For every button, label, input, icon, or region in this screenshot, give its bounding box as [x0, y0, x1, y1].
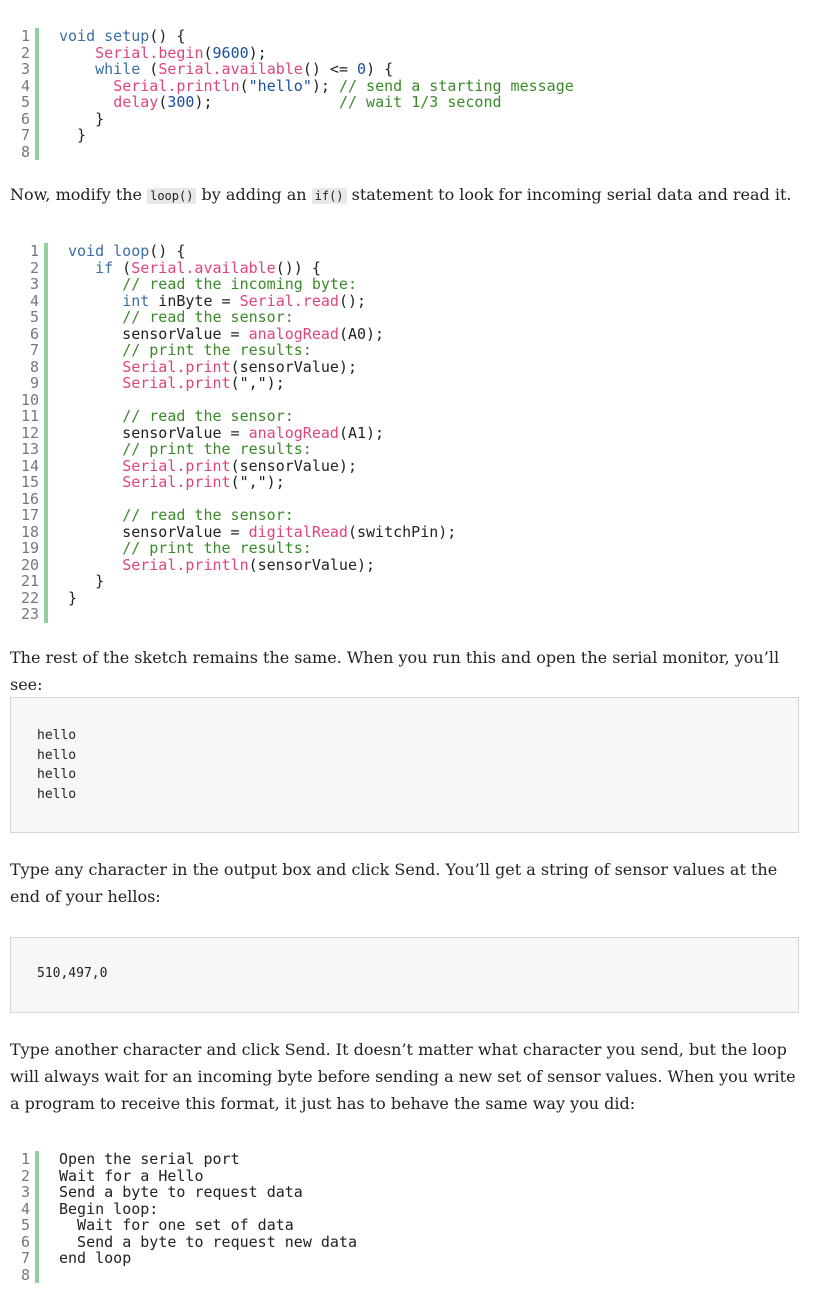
line-number-gutter — [9, 243, 48, 623]
paragraph-type-character: Type any character in the output box and click Send. You’ll get a string of sensor values at the end of your hellos: — [10, 860, 778, 906]
code-token: sensorValue = — [68, 522, 249, 541]
code-lines — [68, 243, 456, 623]
code-token: Begin loop: — [59, 1199, 159, 1218]
code-line — [59, 144, 574, 161]
code-line — [59, 45, 574, 62]
code-token: } — [68, 572, 105, 590]
code-token: Serial.print — [122, 357, 231, 376]
line-number: 21 — [20, 572, 39, 590]
code-token: () { — [149, 242, 186, 260]
line-number: 9 — [29, 374, 39, 392]
line-number: 4 — [20, 1199, 30, 1218]
code-token: ()) { — [275, 258, 321, 277]
code-token: Serial.print — [122, 456, 231, 475]
code-token: while — [95, 60, 141, 78]
code-token: loop — [113, 242, 150, 260]
line-number: 8 — [29, 357, 39, 376]
line-number: 8 — [20, 142, 30, 161]
code-token: // read the sensor: — [122, 506, 294, 524]
line-number: 3 — [20, 1183, 30, 1201]
code-token — [68, 473, 122, 491]
code-token: // read the sensor: — [122, 308, 294, 326]
code-line — [59, 28, 574, 45]
code-token: delay — [113, 93, 159, 111]
code-line — [68, 276, 456, 293]
line-number: 6 — [20, 1232, 30, 1251]
code-line — [68, 408, 456, 425]
code-token: sensorValue = — [68, 423, 249, 442]
code-token: () <= — [302, 60, 358, 78]
code-line — [68, 293, 456, 310]
line-number: 8 — [20, 1265, 30, 1284]
code-lines — [59, 28, 574, 160]
code-token: ); — [248, 43, 267, 62]
code-line — [68, 260, 456, 277]
code-line — [68, 342, 456, 359]
code-token: ( — [158, 93, 168, 111]
line-number: 10 — [20, 390, 39, 409]
line-number: 1 — [20, 1150, 30, 1168]
code-token: end loop — [59, 1249, 132, 1267]
code-token — [68, 374, 122, 392]
inline-code-if: if() — [312, 188, 347, 204]
line-number: 2 — [20, 43, 30, 62]
code-token: (sensorValue); — [248, 555, 376, 574]
code-token: (","); — [230, 374, 285, 392]
code-token — [68, 308, 122, 326]
code-line — [68, 392, 456, 409]
code-token — [68, 275, 122, 293]
code-token — [68, 292, 122, 310]
code-line — [59, 78, 574, 95]
code-token — [68, 506, 122, 524]
serial-output-hello — [10, 697, 799, 833]
code-token: Serial.print — [122, 374, 231, 392]
code-token: ( — [113, 258, 132, 277]
line-number: 5 — [29, 308, 39, 326]
line-number: 14 — [20, 456, 39, 475]
paragraph-another-character: Type another character and click Send. It doesn’t matter what character you send, but the loop will always wait for an incoming byte before sending a new set of sensor values. When you write a program to receive this format, it just has to behave the same way you did: — [10, 1040, 796, 1113]
code-token: Send a byte to request data — [59, 1183, 303, 1201]
code-token: sensorValue = — [68, 324, 249, 343]
line-number: 23 — [20, 605, 39, 623]
code-lines — [59, 1151, 357, 1283]
code-token: } — [59, 109, 105, 128]
code-token: Serial.available — [158, 60, 303, 78]
code-token — [68, 440, 122, 458]
code-line — [68, 359, 456, 376]
code-line — [68, 375, 456, 392]
code-token: (","); — [230, 473, 285, 491]
code-token: 9600 — [212, 43, 249, 62]
paragraph-rest-of-sketch: The rest of the sketch remains the same. When you run this and open the serial monitor, you’ll see: — [10, 648, 780, 694]
code-token: inByte = — [149, 291, 240, 310]
line-number-gutter — [0, 1151, 39, 1283]
code-line — [59, 1250, 357, 1267]
code-token — [104, 242, 113, 260]
code-token: 300 — [167, 93, 195, 111]
line-number: 3 — [29, 275, 39, 293]
code-token: Serial.begin — [95, 43, 204, 62]
code-line — [59, 1184, 357, 1201]
serial-output-text: 510,497,0 — [37, 966, 108, 981]
paragraph-text: Now, modify the — [10, 185, 148, 204]
line-number: 3 — [20, 60, 30, 78]
code-line — [59, 94, 574, 111]
line-number: 7 — [20, 126, 30, 144]
code-line — [59, 1201, 357, 1218]
code-token: if — [95, 258, 114, 277]
paragraph-text: statement to look for incoming serial data and read it. — [346, 185, 792, 204]
code-token: } — [59, 126, 87, 144]
code-block-pseudocode — [0, 1151, 600, 1286]
code-line — [68, 590, 456, 607]
code-token: "hello" — [248, 76, 312, 95]
code-line — [68, 243, 456, 260]
line-number: 22 — [20, 588, 39, 607]
code-token: void — [59, 27, 96, 45]
line-number: 7 — [29, 341, 39, 359]
line-number: 19 — [20, 539, 39, 557]
code-token — [68, 259, 95, 277]
code-token: Open the serial port — [59, 1150, 240, 1168]
code-token: // print the results: — [122, 539, 312, 557]
code-token — [59, 77, 113, 95]
code-token: () { — [149, 27, 186, 45]
code-token: // read the incoming byte: — [122, 275, 357, 293]
inline-code-loop: loop() — [147, 188, 196, 204]
code-token — [59, 93, 113, 111]
line-number: 15 — [20, 473, 39, 491]
code-token: ( — [140, 60, 159, 78]
code-block-setup — [0, 28, 600, 163]
code-token: analogRead — [248, 423, 339, 442]
code-line — [68, 540, 456, 557]
code-token: (sensorValue); — [230, 357, 357, 376]
code-token — [59, 60, 95, 78]
code-token: // send a starting message — [338, 76, 574, 95]
code-token: Wait for one set of data — [59, 1216, 294, 1234]
paragraph-text: by adding an — [196, 185, 312, 204]
code-token: ); — [311, 76, 339, 95]
code-line — [68, 573, 456, 590]
code-token — [68, 341, 122, 359]
code-token: Wait for a Hello — [59, 1166, 204, 1185]
code-token — [68, 556, 122, 574]
code-line — [68, 491, 456, 508]
code-token: // print the results: — [122, 440, 312, 458]
line-number: 20 — [20, 555, 39, 574]
line-number: 6 — [29, 324, 39, 343]
code-line — [59, 127, 574, 144]
line-number-gutter — [0, 28, 39, 160]
code-line — [68, 441, 456, 458]
line-number: 1 — [29, 242, 39, 260]
code-token: ( — [203, 43, 213, 62]
code-token: Serial.read — [239, 291, 339, 310]
code-token: (A0); — [338, 324, 385, 343]
code-token: } — [68, 588, 78, 607]
code-token: ) { — [366, 60, 394, 78]
code-token — [95, 27, 104, 45]
code-token: // print the results: — [122, 341, 312, 359]
code-line — [68, 474, 456, 491]
code-token: Serial.println — [122, 555, 249, 574]
code-token: digitalRead — [248, 522, 348, 541]
paragraph-modify-loop — [10, 181, 810, 210]
code-line — [68, 507, 456, 524]
code-token: (); — [338, 291, 367, 310]
code-line — [59, 61, 574, 78]
code-line — [59, 1151, 357, 1168]
line-number: 2 — [29, 258, 39, 277]
code-line — [68, 524, 456, 541]
line-number: 4 — [20, 76, 30, 95]
code-token: void — [68, 242, 105, 260]
line-number: 1 — [20, 27, 30, 45]
code-token — [68, 457, 122, 475]
serial-output-text: hello hello hello hello — [37, 728, 77, 802]
line-number: 4 — [29, 291, 39, 310]
line-number: 6 — [20, 109, 30, 128]
code-line — [68, 309, 456, 326]
code-line — [68, 326, 456, 343]
code-line — [59, 111, 574, 128]
line-number: 18 — [20, 522, 39, 541]
code-token: 0 — [357, 60, 367, 78]
line-number: 2 — [20, 1166, 30, 1185]
line-number: 5 — [20, 1216, 30, 1234]
serial-output-values — [10, 937, 799, 1013]
code-token: // read the sensor: — [122, 407, 294, 425]
code-line — [59, 1234, 357, 1251]
code-token: ( — [239, 76, 249, 95]
code-token: (sensorValue); — [230, 456, 357, 475]
line-number: 17 — [20, 506, 39, 524]
line-number: 11 — [20, 407, 39, 425]
code-token: int — [122, 291, 150, 310]
line-number: 16 — [20, 489, 39, 508]
code-token: setup — [104, 27, 150, 45]
code-token: (A1); — [338, 423, 385, 442]
code-token — [68, 539, 122, 557]
code-line — [68, 458, 456, 475]
code-token: Serial.println — [113, 76, 240, 95]
code-token — [68, 358, 122, 376]
code-token: Serial.available — [131, 258, 276, 277]
code-token: // wait 1/3 second — [338, 93, 502, 111]
code-line — [68, 425, 456, 442]
line-number: 12 — [20, 423, 39, 442]
code-token — [68, 407, 122, 425]
code-line — [59, 1217, 357, 1234]
code-token: Send a byte to request new data — [59, 1232, 358, 1251]
line-number: 7 — [20, 1249, 30, 1267]
code-line — [59, 1267, 357, 1284]
code-token: ); — [194, 93, 339, 111]
code-line — [68, 557, 456, 574]
line-number: 13 — [20, 440, 39, 458]
code-block-loop — [9, 243, 609, 628]
code-token: analogRead — [248, 324, 339, 343]
code-line — [59, 1168, 357, 1185]
code-token: Serial.print — [122, 473, 231, 491]
code-line — [68, 606, 456, 623]
code-token: (switchPin); — [347, 522, 457, 541]
line-number: 5 — [20, 93, 30, 111]
code-token — [59, 44, 95, 62]
